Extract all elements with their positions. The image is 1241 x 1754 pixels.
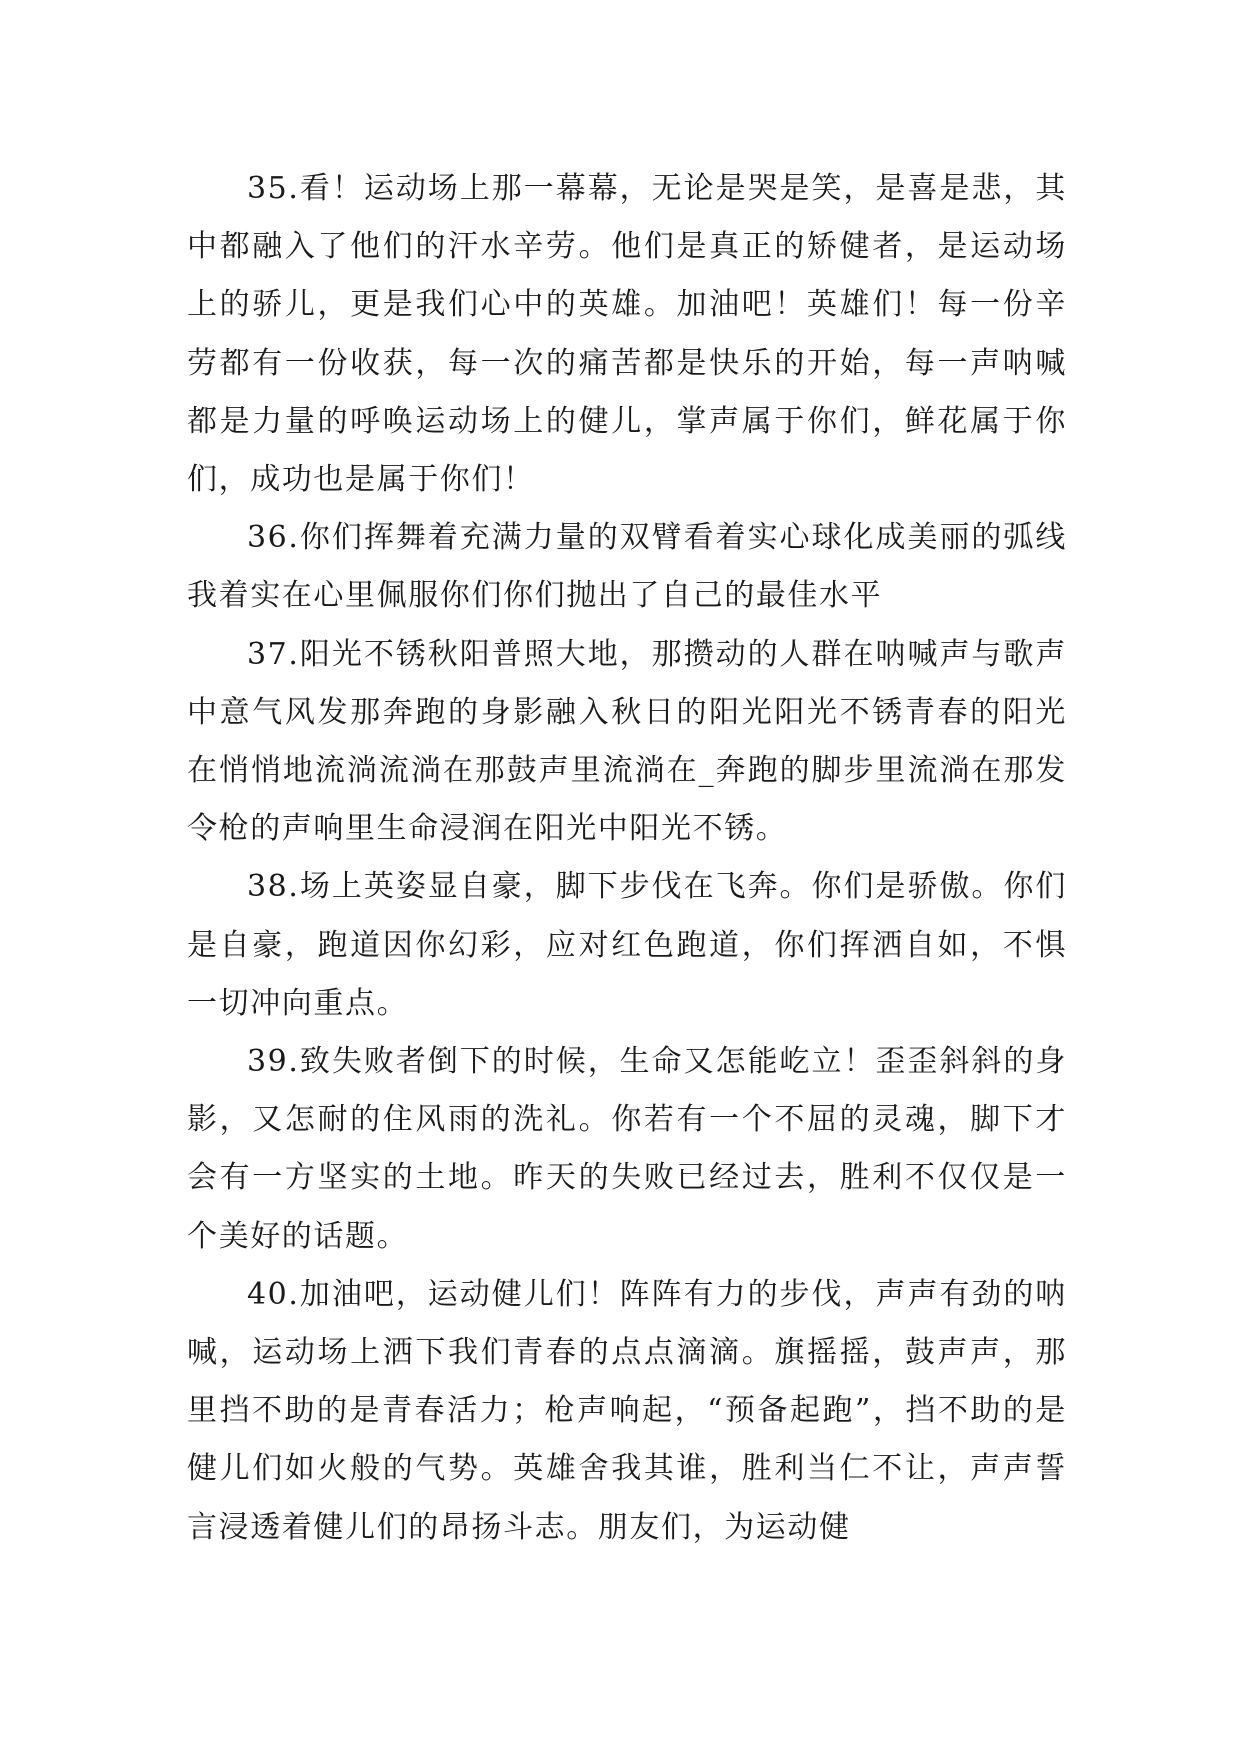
paragraph-38: 38.场上英姿显自豪，脚下步伐在飞奔。你们是骄傲。你们是自豪，跑道因你幻彩，应对红色跑道，你们挥洒自如，不惧一切冲向重点。 bbox=[187, 869, 1067, 1021]
paragraph-40: 40.加油吧，运动健儿们！阵阵有力的步伐，声声有劲的呐喊，运动场上洒下我们青春的点点滴滴。旗摇摇，鼓声声，那里挡不助的是青春活力；枪声响起，“预备起跑”，挡不助的是健儿们如火般的气势。英雄舍我其谁，胜利当仁不让，声声誓言浸透着健儿们的昂扬斗志。朋友们，为运动健 bbox=[187, 1276, 1067, 1545]
paragraph-36: 36.你们挥舞着充满力量的双臂看着实心球化成美丽的弧线我着实在心里佩服你们你们抛出了自己的最佳水平 bbox=[187, 520, 1067, 614]
paragraph-39: 39.致失败者倒下的时候，生命又怎能屹立！歪歪斜斜的身影，又怎耐的住风雨的洗礼。你若有一个不屈的灵魂，脚下才会有一方坚实的土地。昨天的失败已经过去，胜利不仅仅是一个美好的话题。 bbox=[187, 1044, 1067, 1254]
paragraph-37: 37.阳光不锈秋阳普照大地，那攒动的人群在呐喊声与歌声中意气风发那奔跑的身影融入秋日的阳光阳光不锈青春的阳光在悄悄地流淌流淌在那鼓声里流淌在_奔跑的脚步里流淌在那发令枪的声响里生命浸润在阳光中阳光不锈。 bbox=[187, 636, 1067, 847]
paragraph-35: 35.看！运动场上那一幕幕，无论是哭是笑，是喜是悲，其中都融入了他们的汗水辛劳。他们是真正的矫健者，是运动场上的骄儿，更是我们心中的英雄。加油吧！英雄们！每一份辛劳都有一份收获，每一次的痛苦都是快乐的开始，每一声呐喊都是力量的呼唤运动场上的健儿，掌声属于你们，鲜花属于你们，成功也是属于你们！ bbox=[187, 171, 1067, 498]
document-body bbox=[187, 160, 1067, 1557]
